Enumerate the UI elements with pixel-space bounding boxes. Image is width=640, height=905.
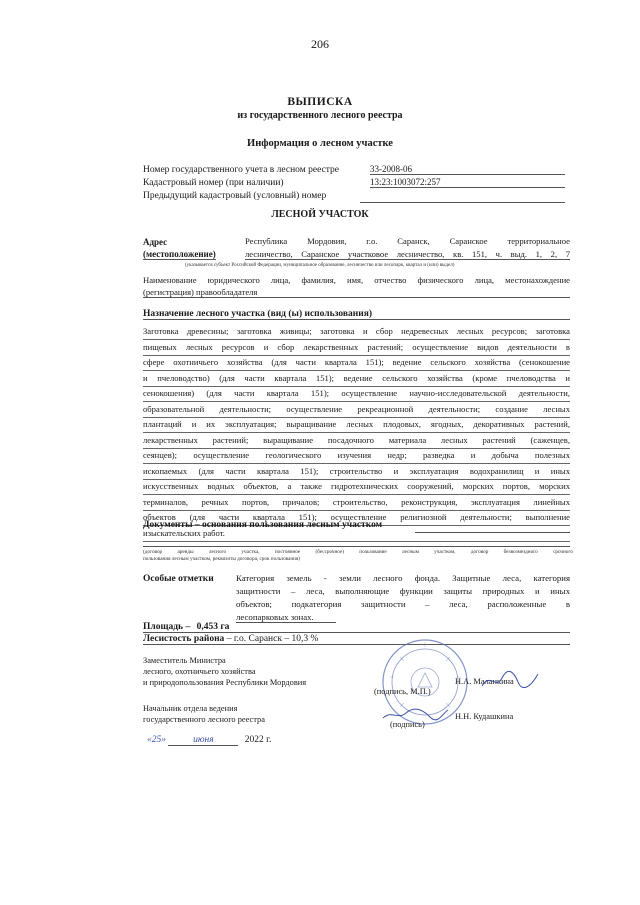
deputy-title-3: и природопользования Республики Мордовия — [143, 678, 307, 687]
section-heading-info: Информация о лесном участке — [247, 138, 393, 149]
purpose-line: изыскательских работ. — [143, 526, 570, 542]
date-row — [147, 735, 271, 746]
document-subtitle: из государственного лесного реестра — [237, 110, 403, 121]
head-signature — [380, 704, 450, 724]
section-heading-plot: ЛЕСНОЙ УЧАСТОК — [271, 209, 369, 220]
purpose-line: плантаций и их эксплуатация; выращивание лесных плодовых, ягодных, декоративных растений, — [143, 417, 570, 433]
reg-number-label: Номер государственного учета в лесном реестре — [143, 165, 339, 175]
page-number: 206 — [311, 37, 329, 51]
forest-cover-value: – г.о. Саранск – 10,3 % — [224, 634, 319, 644]
reg-number-value: 33-2008-06 — [370, 164, 565, 175]
date-day: «25» — [147, 735, 166, 745]
head-title-2: государственного лесного реестра — [143, 715, 265, 724]
deputy-signature — [480, 668, 540, 692]
special-notes-label: Особые отметки — [143, 574, 214, 584]
cadastral-number-value: 13:23:1003072:257 — [370, 177, 565, 188]
purpose-line: и пчеловодство) (для части квартала 151); ведение сельского хозяйства (кроме пчеловодства и — [143, 371, 570, 387]
previous-cadastral-label: Предыдущий кадастровый (условный) номер — [143, 191, 327, 201]
purpose-line: пищевых лесных ресурсов и сбор лекарственных растений; осуществление видов деятельности в — [143, 340, 570, 356]
purpose-line: Заготовка древесины; заготовка живицы; заготовка и сбор недревесных лесных ресурсов; заготовка — [143, 324, 570, 340]
owner-line-1: Наименование юридического лица, фамилия, имя, отчество физического лица, местонахождение — [143, 275, 570, 285]
head-title-1: Начальник отдела ведения — [143, 704, 238, 713]
documents-note-1: (договор аренды лесного участка, постоянное (бессрочное) пользование лесным участком, договор безвозмездного срочного — [143, 549, 573, 555]
address-label-sub: (местоположение) — [143, 249, 216, 259]
address-note: (указывается субъект Российской Федерации, муниципальное образование, лесничество или лесопарк, квартал и (или) выдел) — [185, 263, 455, 268]
purpose-line: сенокошения) (для части квартала 151); осуществление научно-исследовательской деятельности, — [143, 386, 570, 402]
special-notes-line-1: Категория земель - земли лесного фонда. Защитные леса, категория — [236, 573, 570, 583]
document-title: ВЫПИСКА — [287, 96, 353, 108]
purpose-line: искусственных водных объектов, а также гидротехнических сооружений, морских портов, морских — [143, 479, 570, 495]
cadastral-number-label: Кадастровый номер (при наличии) — [143, 178, 284, 188]
purpose-line: образовательной деятельности; осуществление рекреационной деятельности; создание лесных — [143, 402, 570, 418]
area-label: Площадь – — [143, 622, 191, 632]
signature-note-1: (подпись, М.П.) — [374, 687, 431, 696]
purpose-line: терминалов, речных портов, причалов; строительство, реконструкция, эксплуатация линейных — [143, 495, 570, 511]
owner-line-2: (регистрация) правообладателя — [143, 287, 570, 298]
deputy-title-2: лесного, охотничьего хозяйства — [143, 667, 256, 676]
deputy-name: Н.А. Маланкина — [455, 677, 514, 686]
area-row — [143, 622, 570, 633]
purpose-line: ископаемых (для части квартала 151); строительство и эксплуатация водохранилищ и иных — [143, 464, 570, 480]
documents-line-2 — [143, 546, 570, 547]
area-value: 0,453 га — [196, 622, 230, 632]
head-name: Н.Н. Кудашкина — [455, 712, 514, 721]
address-line-2: лесничество, Саранское участковое лесничество, кв. 151, ч. выд. 1, 2, 7 — [245, 249, 570, 259]
special-notes-line-4: лесопарковых зонах. — [236, 612, 336, 623]
date-month: июня — [168, 735, 238, 746]
documents-note-2: пользования лесным участком, реквизиты договора, срок пользования) — [143, 556, 301, 562]
purpose-line: сеянцев); осуществление геологического изучения недр; разведка и добыча полезных — [143, 448, 570, 464]
forest-cover-row — [143, 634, 570, 645]
documents-line — [415, 532, 570, 533]
date-year: 2022 г. — [244, 735, 272, 745]
address-line-1: Республика Мордовия, г.о. Саранск, Саранское территориальное — [245, 236, 570, 246]
special-notes-line-3: объектов; подкатегория защитности – леса, расположенные в — [236, 599, 570, 609]
previous-cadastral-line — [360, 202, 565, 203]
purpose-line: лекарственных растений; выращивание посадочного материала лесных растений (саженцев, — [143, 433, 570, 449]
deputy-title-1: Заместитель Министра — [143, 656, 226, 665]
special-notes-line-2: защитности – леса, выполняющие функции защиты природных и иных — [236, 586, 570, 596]
purpose-line: объектов (для части квартала 151); осуществление религиозной деятельности; выполнение — [143, 510, 570, 526]
address-label: Адрес — [143, 237, 168, 247]
forest-cover-label: Лесистость района — [143, 634, 225, 644]
purpose-line: сфере охотничьего хозяйства (для части квартала 151); ведение сельского хозяйства (сенокошение — [143, 355, 570, 371]
signature-note-2: (подпись) — [390, 720, 425, 729]
purpose-heading: Назначение лесного участка (вид (ы) использования) — [143, 309, 570, 320]
documents-heading: Документы – основания пользования лесным участком — [143, 520, 383, 530]
